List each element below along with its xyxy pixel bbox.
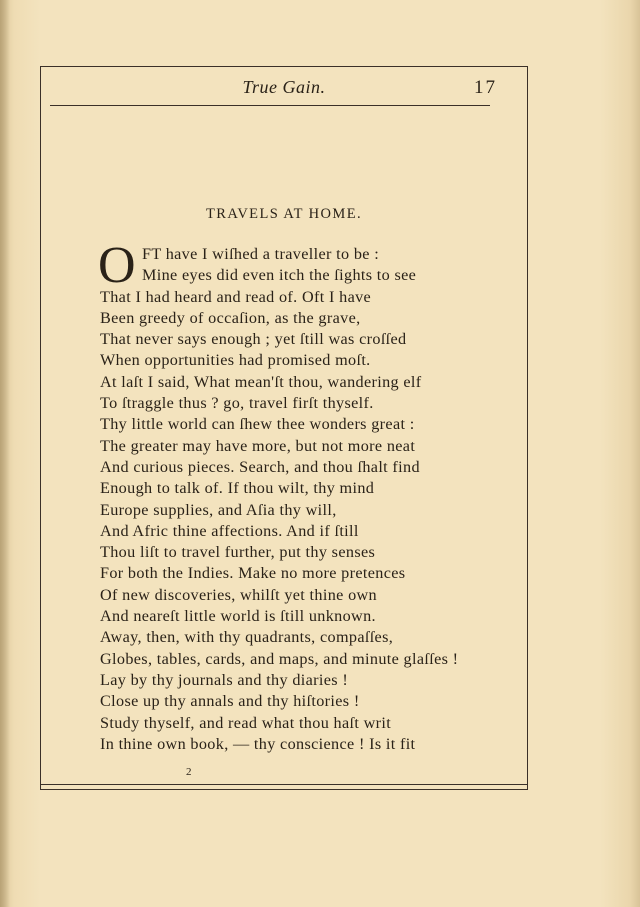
poem-line: And neareſt little world is ſtill unknown. [100, 607, 376, 626]
poem-line: Thy little world can ſhew thee wonders great : [100, 415, 415, 434]
running-head: True Gain. [242, 77, 326, 97]
page-border-bottom-rule [40, 784, 528, 785]
poem-line: Globes, tables, cards, and maps, and minute glaſſes ! [100, 649, 459, 668]
poem-title: TRAVELS AT HOME. [205, 206, 362, 222]
poem-line: And Afric thine affections. And if ſtill [100, 521, 359, 540]
poem-line: Of new discoveries, whilſt yet thine own [100, 585, 377, 604]
poem-line: Been greedy of occaſion, as the grave, [100, 308, 361, 327]
header-rule [50, 105, 490, 106]
poem-line: Close up thy annals and thy hiſtories ! [100, 692, 360, 711]
poem-line: Mine eyes did even itch the ſights to see [142, 266, 417, 285]
poem-line: That I had heard and read of. Oft I have [100, 287, 372, 306]
poem-line: In thine own book, — thy conscience ! Is it fit [100, 734, 416, 753]
page-number: 17 [474, 77, 497, 98]
poem-line: To ſtraggle thus ? go, travel firſt thyself. [100, 394, 374, 413]
poem-line: That never says enough ; yet ſtill was croſſed [100, 330, 407, 349]
poem-line: Thou liſt to travel further, put thy senses [100, 543, 376, 562]
poem-line: At laſt I said, What mean'ſt thou, wandering elf [100, 372, 422, 391]
drop-cap: O [98, 237, 136, 294]
spine-shadow [0, 0, 10, 907]
poem-line: The greater may have more, but not more neat [100, 436, 416, 455]
poem-line: Away, then, with thy quadrants, compaſſes, [100, 628, 394, 647]
poem-line: Europe supplies, and Aſia thy will, [100, 500, 337, 519]
signature-mark: 2 [186, 766, 192, 778]
poem-line: Lay by thy journals and thy diaries ! [100, 670, 349, 689]
poem-body [100, 244, 510, 755]
poem-line: Enough to talk of. If thou wilt, thy mind [100, 479, 375, 498]
poem-line: Study thyself, and read what thou haſt writ [100, 713, 392, 732]
poem-line: And curious pieces. Search, and thou ſhalt find [100, 457, 420, 476]
poem-line: When opportunities had promised moſt. [100, 351, 371, 370]
poem-line: FT have I wiſhed a traveller to be : [142, 245, 380, 263]
poem-line: For both the Indies. Make no more pretences [100, 564, 406, 583]
